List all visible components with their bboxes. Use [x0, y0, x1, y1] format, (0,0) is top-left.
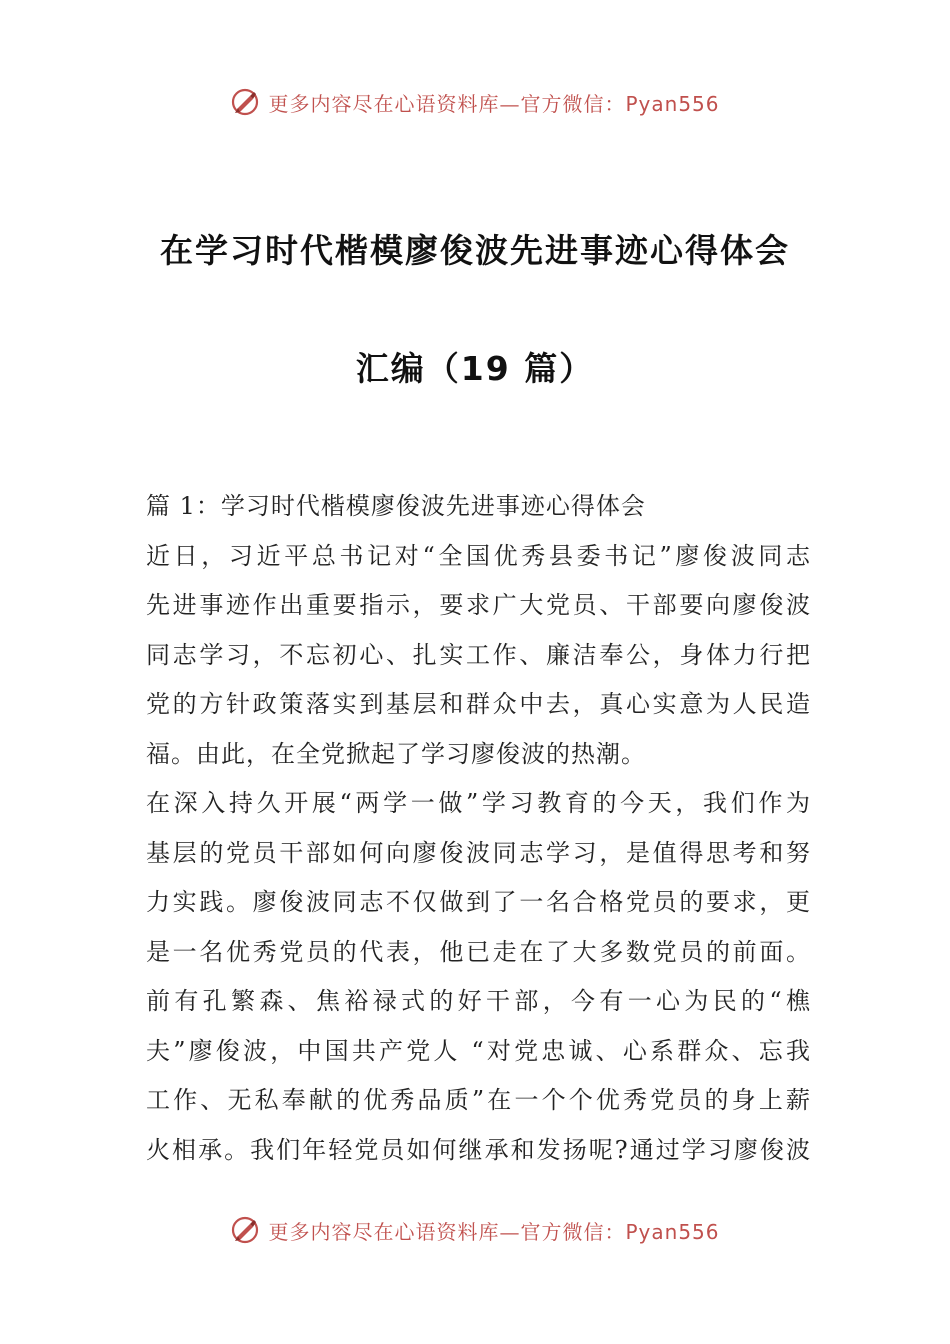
document-title-line-2: 汇编（19 篇）: [355, 349, 595, 388]
body-line: 火相承。我们年轻党员如何继承和发扬呢?通过学习廖俊波: [146, 1135, 811, 1164]
banner-official-label: 官方微信：: [520, 91, 626, 116]
body-line: 力实践。廖俊波同志不仅做到了一名合格党员的要求，更: [146, 888, 811, 916]
document-body: [146, 482, 811, 1175]
banner-text: [268, 88, 719, 117]
banner-wechat-id: Pyan556: [625, 91, 720, 116]
pen-logo-icon: [230, 1215, 260, 1245]
banner-separator: —: [499, 91, 521, 116]
body-line: 基层的党员干部如何向廖俊波同志学习，是值得思考和努: [146, 838, 811, 867]
banner-main-text: 更多内容尽在心语资料库: [268, 1219, 500, 1244]
header-banner: [0, 82, 950, 122]
body-line: 近日，习近平总书记对“全国优秀县委书记”廖俊波同志: [146, 541, 811, 570]
body-line: 在深入持久开展“两学一做”学习教育的今天，我们作为: [146, 789, 811, 817]
banner-separator: —: [499, 1219, 521, 1244]
body-line: 同志学习，不忘初心、扎实工作、廉洁奉公，身体力行把: [146, 640, 811, 669]
body-line: 党的方针政策落实到基层和群众中去，真心实意为人民造: [146, 690, 811, 718]
footer-banner: [0, 1210, 950, 1250]
banner-wechat-id: Pyan556: [625, 1219, 720, 1244]
document-title-line-1: 在学习时代楷模廖俊波先进事迹心得体会: [160, 231, 790, 270]
pen-logo-icon: [230, 87, 260, 117]
section-heading: 篇 1：学习时代楷模廖俊波先进事迹心得体会: [146, 492, 646, 520]
body-line: 工作、无私奉献的优秀品质”在一个个优秀党员的身上薪: [146, 1086, 811, 1114]
body-line: 夫”廖俊波，中国共产党人 “对党忠诚、心系群众、忘我: [146, 1036, 811, 1065]
banner-main-text: 更多内容尽在心语资料库: [268, 91, 500, 116]
body-line: 先进事迹作出重要指示，要求广大党员、干部要向廖俊波: [146, 591, 811, 619]
body-line: 是一名优秀党员的代表，他已走在了大多数党员的前面。: [146, 937, 811, 966]
body-line: 福。由此，在全党掀起了学习廖俊波的热潮。: [146, 739, 646, 768]
banner-official-label: 官方微信：: [520, 1219, 626, 1244]
banner-text: [268, 1216, 719, 1245]
body-line: 前有孔繁森、焦裕禄式的好干部，今有一心为民的“樵: [146, 987, 811, 1015]
